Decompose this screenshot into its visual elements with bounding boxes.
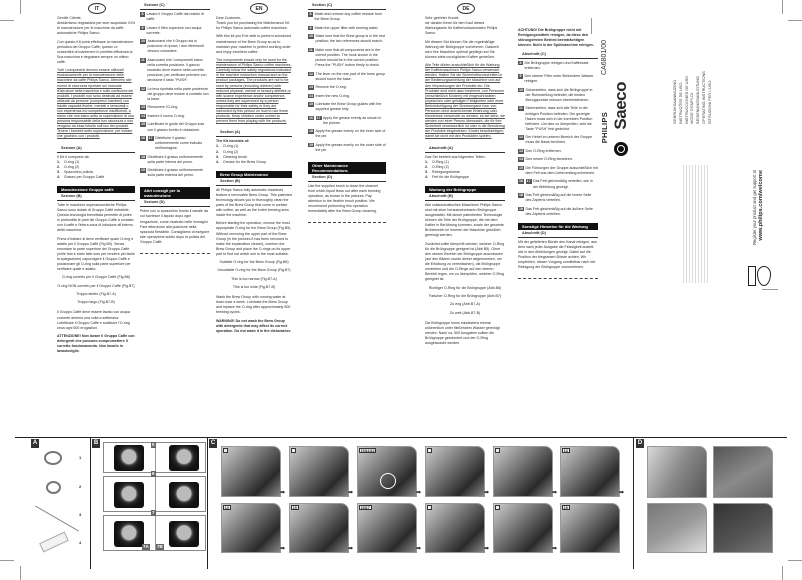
figure-section-label: A	[32, 440, 38, 446]
fold-mark	[762, 289, 778, 290]
step-text: Wash the upper filter with running water.	[314, 25, 379, 30]
step-item	[308, 143, 386, 153]
step-item	[140, 114, 210, 119]
manual-title: GEBRUIKSAANWIJZING	[672, 79, 677, 124]
step-photo	[493, 446, 553, 497]
next-arrow-icon: ➡	[552, 546, 558, 552]
figure-section-label: C	[210, 440, 216, 446]
step-text: Die Brühgruppe reinigen und Kaffeesatz entfernen.	[524, 60, 589, 70]
manual-title: INSTRUCCIONES DE USO	[683, 75, 689, 124]
warning-text: WARNING! Do not wash the Brew Group with detergents that may affect its correct operation. Do not wash it in the dishwasher.	[216, 318, 292, 333]
section-b-text: All Philips Saeco fully automatic machines feature a removable Brew Group. This patented technology allows you to thoroughly clean the parts of the Brew Group that come in contact with coffee, as well as the entire brewing area inside the machine.	[216, 187, 292, 218]
step-text: Die Führungen der Gruppe ausschließlich mit dem Fett aus dem Lieferumfang schmieren.	[525, 165, 598, 175]
list-number: 3.	[216, 154, 219, 159]
figure-caption: O-ring corretto per il Gruppo Caffè (Fig.B6)	[61, 275, 131, 280]
model-number: CA6801/00	[601, 40, 608, 76]
photo-step-tag: 19	[563, 506, 568, 510]
step-item	[140, 105, 210, 110]
legal-fine-print	[683, 165, 709, 283]
section-d-text: Mit der gelieferten Bürste den Kanal reinigen, aus dem nach jeder Ausgabe die Flüssigkeit austritt, wie in den Abbildungen gezeigt. Dabei auf die Position der biegsamen Bürste achten. Wir empfehlen, diesen Vorgang unmittelbar nach der Reinigung der Brühgruppe vorzunehmen.	[518, 239, 597, 270]
step-number: 19	[519, 206, 523, 211]
step-item	[518, 106, 598, 131]
figure-caption: Troppo largo (Fig.B7-B)	[77, 300, 115, 305]
step-item	[308, 72, 386, 82]
step-item	[140, 155, 210, 165]
other-maintenance-heading-bar: Altri consigli per la manutenzione	[140, 187, 210, 199]
crop-mark	[0, 20, 14, 21]
section-d-heading: Abschnitt (D)	[518, 231, 598, 238]
step-text: Apply the grease evenly on the inner side of the pin.	[315, 129, 386, 139]
list-number: 2.	[425, 164, 428, 169]
step-text: Das Fett gleichmäßig verteilen, wie in der Abbildung gezeigt.	[533, 179, 593, 189]
saeco-wordmark: Saeco	[611, 82, 630, 130]
kit-intro-text: With this kit you'll be able to perform scheduled maintenance of the Brew Group so as to maintain your machine in perfect working order and enjoy excellent coffee.	[216, 34, 291, 54]
kit-part-number: 4	[79, 540, 82, 545]
step-text: Distribuire il grasso uniformemente come indicato nell'immagine.	[155, 136, 203, 151]
intro-text: desideriamo ringraziarla per aver acquistato il Kit di manutenzione per le macchine da caffè automatiche Philips Saeco.	[57, 21, 135, 36]
step-number: 12	[309, 71, 313, 76]
step-text: Distribuire il grasso uniformemente sulla parte esterna del perno.	[147, 168, 204, 178]
step-text: Das Fett gleichmäßig auf die äußere Seite des Zapfens verteilen.	[525, 206, 593, 216]
step-item	[308, 12, 386, 22]
step-text: Rimuovere l'O-ring.	[147, 105, 179, 110]
other-maintenance-heading-bar: Other Maintenance Recommendations	[308, 162, 386, 174]
figure-column-divider	[207, 437, 208, 569]
step-number: 10	[519, 87, 523, 92]
step-text: La leva riportata nella parte posteriore del gruppo deve essere a contatto con la base.	[147, 86, 209, 101]
list-number: 2.	[57, 164, 60, 169]
step-text: The lever on the rear part of the brew group should touch the base.	[315, 71, 386, 81]
step-photo	[289, 503, 349, 553]
next-arrow-icon: ➡	[619, 490, 625, 496]
step-number: 10	[309, 34, 313, 39]
list-text: Grasso per Gruppo Caffè	[64, 175, 105, 179]
step-text: Assicurarsi che il Gruppo sia in posizione di riposo; i due riferimenti devono coincidere.	[147, 39, 204, 54]
step-text: Lubrificare le guide del Gruppo solo con il grasso fornito in dotazione.	[147, 122, 205, 132]
step-photo	[221, 503, 281, 553]
step-number: 13	[309, 85, 313, 90]
kit-title: Das Set besteht aus folgenden Teilen:	[425, 154, 486, 159]
step-number: 16	[309, 115, 313, 120]
step-number: 9	[141, 25, 144, 30]
list-number: 4.	[216, 159, 219, 164]
step-item	[308, 116, 386, 126]
kit-item	[425, 175, 505, 180]
step-text: Inserire il nuovo O-ring.	[147, 113, 185, 118]
grease-tube-image	[39, 532, 69, 553]
figure-b-split	[155, 442, 156, 551]
step-item	[140, 168, 210, 178]
figure-caption: Troppo stretto (Fig.B7-A)	[76, 292, 116, 297]
channel-cleaning-photo	[647, 446, 707, 498]
section-b-text: Alle vollautomatischen Maschinen Philips Saeco sind mit einer herausnehmbaren Brühgruppe ausgestattet. Mit dieser patentierten Technologie können die Teile der Brühgruppe, die mit dem Kaffee in Berührung kommen, sowie der gesamte Brühbereich im Inneren der Maschine gründlich gereinigt werden.	[425, 202, 504, 238]
figure-caption: This is too wide (Fig.B7-B)	[232, 285, 276, 290]
kit-part-number: 1	[79, 455, 82, 460]
figure-b-label: 6	[152, 471, 155, 476]
shield-label-box	[748, 266, 756, 286]
list-number: 4.	[57, 175, 60, 179]
philips-wordmark: PHILIPS	[600, 112, 609, 144]
other-maintenance-heading-bar: Sonstige Hinweise für die Wartung	[518, 223, 598, 230]
step-text: Wash and remove any coffee residue from the Brew Group.	[314, 12, 383, 22]
step-text: Sicherstellen, dass sich die Brühgruppe in der Ruhestellung befindet; die beiden Bezugspunkte müssen übereinstimmen.	[525, 87, 593, 102]
step-number: 19	[309, 142, 313, 147]
step-number: 9	[309, 25, 312, 30]
saeco-logo	[612, 82, 632, 156]
list-text: O-ring (1)	[223, 144, 239, 149]
step-text: Make sure that the Brew group is in the rest position; the two references should match.	[315, 34, 386, 44]
language-badge-en: EN	[250, 3, 268, 14]
photo-step-tag: 16|17	[360, 506, 370, 510]
register-url[interactable]: www.philips.com/welcome	[758, 170, 764, 241]
list-text: Grease for the Brew Group	[223, 159, 267, 164]
crop-mark	[782, 0, 783, 14]
maintenance-heading-bar: Wartung der Brühgruppe	[425, 186, 505, 193]
list-text: O-ring (2)	[223, 149, 239, 154]
step-item	[518, 74, 598, 84]
step-item	[518, 149, 598, 154]
step-item	[308, 48, 386, 68]
step-item	[140, 12, 210, 22]
step-number: 8	[309, 12, 312, 17]
step-number: 14	[309, 93, 313, 98]
step-photo	[221, 446, 281, 497]
crop-mark	[20, 0, 21, 14]
en-column-2	[308, 3, 386, 223]
step-item	[140, 136, 210, 151]
section-b-heading: Abschnitt (B)	[425, 194, 505, 201]
step-number: 17	[148, 136, 153, 140]
step-number: 15	[309, 102, 313, 107]
step-item	[518, 157, 598, 162]
photo-step-tag	[427, 448, 432, 453]
step-number: 11	[309, 47, 313, 52]
step-item	[308, 94, 386, 99]
step-text: Lubricate the Brew Group guides with the supplied grease only.	[315, 102, 382, 112]
photo-step-tag: 10|11|12	[360, 449, 375, 453]
manual-titles	[672, 64, 712, 124]
photo-step-tag	[427, 505, 432, 510]
figure-caption: Unsuitable O-ring for the Brew Group (Fig.B7)	[217, 268, 291, 273]
list-text: O-Ring (2)	[432, 164, 449, 169]
step-item	[140, 87, 210, 102]
saeco-swirl-icon	[614, 142, 628, 156]
step-number: 18	[519, 193, 523, 198]
maintenance-heading-bar: Brew Group Maintenance	[216, 171, 292, 178]
language-badge-it: IT	[88, 3, 106, 14]
manual-title: OPERATING INSTRUCTIONS	[700, 71, 706, 124]
language-badge-de: DE	[457, 3, 475, 14]
step-text: Make sure that all components are in the correct position. The hook shown in the picture should be in the correct position. Press the "PUSH" button firmly to check.	[315, 47, 381, 68]
section-b-heading: Sezione (B)	[57, 194, 135, 201]
figure-caption: This is too narrow (Fig.B7-A)	[231, 276, 277, 281]
manual-title: INSTRUÇÕES DE USO	[677, 82, 683, 124]
crop-mark	[782, 566, 783, 580]
intro-text: wir danken Ihnen für den Kauf dieses Wartungssets für Kaffeevollautomaten Philips Saeco.	[425, 21, 498, 36]
photo-step-tag	[495, 448, 500, 453]
crop-mark	[20, 566, 21, 580]
figure-caption: Zu weit (Abb.B7-B)	[449, 310, 481, 315]
photo-step-tag: 13	[563, 449, 568, 453]
step-number: 13	[141, 105, 145, 110]
dashed-divider	[308, 222, 386, 223]
it-column-1	[57, 16, 135, 358]
section-c-heading: Abschnitt (C)	[518, 52, 598, 59]
step-item	[518, 207, 598, 217]
crop-mark	[788, 560, 802, 561]
section-a-heading: Section (A)	[216, 130, 292, 137]
step-text: Den oberen Filter unter fließendem Wasser reinigen.	[524, 74, 594, 84]
step-number: 16	[141, 136, 145, 140]
figure-caption: O-ring NON corretto per il Gruppo Caffè (Fig.B7)	[57, 283, 135, 288]
list-number: 3.	[425, 169, 428, 174]
section-a-heading: Abschnitt (A)	[425, 146, 505, 153]
manual-title: MODE D'EMPLOI	[689, 92, 695, 124]
section-b-text: Zunächst sollte überprüft werden, welcher O-Ring für die Brühgruppe geeignet ist (Abb.B5). Ohne den oberen Bereich der Brühgruppe auszubauen (auf den Bildern wurde dieser abgenommen, um die Erklärung zu vereinfachen), die Brühgruppe umdrehen und die O-Ringe auf den oberen Bereich legen, um zu überprüfen, welcher O-Ring geeignet ist.	[425, 241, 505, 282]
step-photo	[425, 503, 485, 553]
step-number: 14	[141, 113, 145, 118]
list-number: 1.	[425, 159, 428, 164]
step-number: 14	[519, 157, 523, 162]
photo-step-tag	[291, 448, 296, 453]
step-text: Sicherstellen, dass sich alle Teile in der richtigen Position befinden. Der gezeigte Haken muss sich in der korrekten Position befinden. Um dies zu überprüfen, wird die Taste "PUSH" fest gedrückt.	[525, 106, 593, 131]
step-text: Apply the grease evenly as shown in the picture.	[323, 115, 382, 125]
philips-shield-icon	[748, 265, 772, 287]
step-number: 8	[141, 12, 144, 17]
register-text: Register your product and get support at	[752, 170, 757, 245]
crop-mark	[0, 560, 14, 561]
kit-intro-text: Con questo Kit potrà effettuare la manutenzione periodica del Gruppo Caffè; questo Le consentirà di mantenere in perfetta efficienza la Sua macchina e degustare sempre un ottimo caffè.	[57, 39, 134, 64]
step-number: 17	[316, 115, 321, 120]
figure-caption: Falscher O-Ring für die Brühgruppe (Abb.B7)	[428, 293, 502, 298]
it-column-2	[140, 3, 210, 254]
manual-title: ISTRUZIONI PER L'USO	[706, 80, 712, 124]
step-number: 18	[141, 154, 145, 159]
figure-b-label: 7B	[157, 544, 163, 549]
figure-caption: Zu eng (Abb.B7-A)	[450, 302, 480, 307]
step-item	[518, 61, 598, 71]
list-text: Cleaning brush	[223, 154, 248, 159]
list-text: O-Ring (1)	[432, 159, 449, 164]
next-arrow-icon: ➡	[484, 490, 490, 496]
warning-text: ACHTUNG! Die Brühgruppe nicht mit Reinigungsmitteln reinigen, da diese den störungsfreien Betrieb beeinträchtigen können. Nicht in der Spülmaschine reinigen.	[518, 28, 594, 48]
step-item	[518, 193, 598, 203]
kit-intro-text: Mit diesem Set können Sie die regelmäßige Wartung der Brühgruppe vornehmen. Dadurch wird Ihre Maschine optimal gepflegt und Sie können stets vorzüglichen Kaffee genießen.	[425, 39, 499, 59]
step-photo	[289, 446, 349, 497]
section-a-heading: Sezione (A)	[57, 146, 135, 153]
step-item	[308, 102, 386, 112]
list-text: Spazzolino pulizia	[64, 169, 93, 174]
step-text: Der Hebel im unteren Bereich der Gruppe muss die Basis berühren.	[525, 135, 593, 145]
next-arrow-icon: ➡	[416, 546, 422, 552]
kit-item	[57, 175, 135, 180]
figure-column-divider	[633, 437, 634, 569]
de-column-2	[518, 28, 598, 279]
section-d-heading: Section (D)	[308, 175, 386, 182]
safety-notice: Alle Teile dürfen ausschließlich für die Wartung der Kaffeemaschinen Philips Saeco verwendet werden. Halten Sie die Sicherheitsvorschriften in der Bedienungsanleitung der Maschine und auf den Verpackungen der Produkte ein. Die Produkte sind nicht dazu bestimmt, von Personen (einschließlich Kindern) mit eingeschränkten physischen oder geistigen Fähigkeiten oder einer Beeinträchtigung der Sinnesorgane bzw. von Personen ohne ausreichende Erfahrung oder Kenntnisse verwendet zu werden, es sei denn, sie werden von einer Person überwacht, die für ihre Sicherheit verantwortlich ist oder in die Benutzung der Produkte eingewiesen. Kinder beaufsichtigen, damit sie nicht mit den Produkten spielen.	[425, 63, 505, 139]
figure-b-label: 7A	[143, 544, 149, 549]
section-d-text: Pulire con lo spazzolino fornito il canale da cui fuoriesce il liquido dopo ogni erogazione, come mostrato nelle immagini. Fare attenzione alla posizione della spazzola flessibile. Consigliamo di eseguire tale operazione subito dopo la pulizia del Gruppo Caffè.	[140, 209, 210, 244]
next-arrow-icon: ➡	[484, 546, 490, 552]
section-c-heading: Section (C)	[308, 3, 386, 10]
step-photo	[425, 446, 485, 497]
safety-notice: Tutti i componenti devono essere utilizzati esclusivamente per la manutenzione delle macchine da caffè Philips Saeco. Attenersi alle norme di sicurezza riportate sul manuale d'istruzioni della macchina e sulle confezioni dei prodotti. I prodotti non sono destinati ad essere utilizzati da persone (compresi i bambini) con ridotte capacità fisiche, mentali o sensoriali o con esperienza e/o competenze insufficienti, a meno che non siano sotto la supervisione di una persona responsabile della loro sicurezza o non vengano da essa istruite sull'uso dei prodotti. Tenere i bambini sotto supervisione, per evitare che giochino con i prodotti.	[57, 68, 134, 139]
section-b-text: Before starting the operation, choose the most appropriate O-ring for the Brew Group (Fig.B5). Without removing the upper part of the Brew Group (in the pictures it has been removed to make the explanation clearer), overturn the Brew Group and place the O-rings on its upper part to find out which one is the most suitable.	[216, 221, 292, 256]
greeting: Sehr geehrter Kunde,	[425, 16, 460, 20]
channel-cleaning-photo	[713, 503, 773, 553]
next-arrow-icon: ➡	[280, 546, 286, 552]
list-number: 1.	[216, 144, 219, 149]
greeting: Gentile Cliente,	[57, 16, 82, 20]
step-photo	[357, 446, 417, 497]
figure-column-divider	[90, 437, 91, 569]
dashed-divider	[518, 278, 598, 279]
step-item	[308, 26, 386, 31]
maintenance-heading-bar: Manutenzione Gruppo caffè	[57, 186, 135, 193]
channel-cleaning-photo	[647, 503, 707, 553]
section-c-heading: Sezione (C)	[140, 3, 210, 10]
shield-outline	[757, 266, 771, 286]
list-number: 3.	[57, 169, 60, 174]
step-text: Den O-Ring entfernen.	[525, 148, 562, 153]
figures-divider	[15, 437, 787, 438]
weekly-wash-text: Wash the Brew Group with running water at least once a week. Lubricate the Brew Group and replace the O-ring after approximately 500 brewing cycles.	[216, 295, 291, 315]
step-number: 15	[519, 165, 523, 170]
section-b-heading: Section (B)	[216, 179, 292, 186]
list-text: O-ring (2)	[64, 164, 80, 169]
step-photo	[357, 503, 417, 553]
step-item	[518, 179, 598, 189]
step-number: 18	[309, 129, 313, 134]
step-item	[308, 85, 386, 90]
step-item	[518, 166, 598, 176]
list-number: 2.	[216, 149, 219, 154]
kit-part-number: 2	[79, 484, 82, 489]
step-text: Den neuen O-Ring einsetzen.	[525, 157, 573, 162]
step-text: Remove the O-ring.	[315, 85, 347, 90]
cleaning-brush-image	[35, 506, 82, 532]
list-number: 4.	[425, 175, 428, 179]
figure-section-label: D	[637, 440, 643, 446]
intro-text: Thank you for purchasing the Maintenance Kit for Philips Saeco automatic coffee machines.	[216, 21, 290, 31]
step-text: Distribuire il grasso uniformemente sulla parte interna del perno.	[147, 154, 204, 164]
warning-text: ATTENZIONE! Non lavare il Gruppo Caffè con detergenti che possono compromettere il corretto funzionamento. Non lavarlo in lavastoviglie.	[57, 333, 135, 354]
figure-b-label: 7	[152, 510, 155, 515]
dashed-divider	[140, 253, 210, 254]
step-number: 15	[141, 122, 145, 127]
list-number: 1.	[57, 159, 60, 164]
figure-b-label: 5	[152, 442, 155, 447]
step-item	[140, 39, 210, 54]
kit-item	[216, 160, 292, 165]
o-ring-2-image	[46, 481, 61, 494]
kit-title: Il Kit è composto da:	[57, 154, 90, 159]
step-text: Assicurarsi che i componenti siano nella corretta posizione. Il gancio mostrato deve essere nella corretta posizione; per verificare premere con decisione il tasto "PUSH".	[147, 57, 207, 83]
photo-step-tag: 15	[292, 506, 297, 510]
step-number: 12	[519, 135, 523, 140]
manual-title: BEDIENUNGSANLEITUNG	[695, 76, 701, 124]
list-text: Fett für die Brühgruppe	[432, 175, 469, 179]
kit-title: The Kit consists of:	[216, 139, 250, 144]
step-number: 10	[141, 39, 145, 44]
step-item	[308, 34, 386, 44]
section-b-text: Prima d'iniziare si deve verificare quale O-ring è adatto per il Gruppo Caffè (Fig.B5). Senza smontare la parte superiore del Gruppo Caffè (nelle foto è stato fatto solo per rendere più facile la spiegazione) capovolgere il Gruppo Caffè e posizionare gli O-ring sulla parte superiore per verificare quale è adatto.	[57, 236, 135, 272]
step-item	[140, 58, 210, 83]
step-item	[140, 26, 210, 36]
next-arrow-icon: ➡	[348, 546, 354, 552]
step-text: Apply the grease evenly on the outer side of the pin.	[315, 142, 386, 152]
greeting: Dear Customer,	[216, 16, 242, 20]
step-photo	[560, 446, 620, 497]
step-number: 8	[519, 60, 522, 65]
figure-section-label: B	[93, 440, 99, 446]
step-item	[518, 135, 598, 145]
o-ring-1-image	[44, 451, 62, 465]
en-column-1	[216, 16, 292, 337]
step-number: 13	[519, 148, 523, 153]
step-number: 17	[526, 179, 531, 184]
list-text: Reinigungsbürste	[432, 169, 460, 174]
section-d-heading: Sezione (D)	[140, 200, 210, 207]
step-number: 9	[519, 74, 522, 79]
step-text: Das Fett gleichmäßig auf die innere Seite des Zapfens verteilen.	[525, 193, 592, 203]
safety-notice: The components should only be used for the maintenance of Philips Saeco coffee machines. Carefully follow the safety regulations indicated in the machine instruction manual and on the product packages. The products are not to be used by persons (including children) with reduced physical, mental or sensory abilities or with scarce experience and/or competence, unless they are supervised by a person responsible for their safety or they are instructed by this person on how to use these products. Keep children under control to prevent them from playing with the products.	[216, 58, 292, 124]
weekly-wash-text: Die Brühgruppe muss mindestens einmal wöchentlich unter fließendem Wasser gereinigt werden. Nach ca. 500 Ausgaben sollten die Brühgruppe geschmiert und der O-Ring ausgetauscht werden.	[425, 320, 500, 345]
crop-mark	[788, 20, 802, 21]
highlight-circle	[380, 473, 396, 489]
step-text: Lavare il filtro superiore con acqua corrente.	[146, 25, 202, 35]
step-item	[140, 122, 210, 132]
list-text: O-ring (1)	[64, 159, 80, 164]
photo-step-tag	[495, 505, 500, 510]
section-b-text: Tutte le macchine superautomatiche Philips Saeco sono dotate di Gruppo Caffè estraibile. Questa tecnologia brevettata permette di pulire in profondità le parti del Gruppo Caffè a contatto con il caffè e l'intera zona di infusione all'interno della macchina.	[57, 202, 134, 233]
next-arrow-icon: ➡	[280, 490, 286, 496]
step-photo	[560, 503, 620, 553]
step-number: 12	[141, 86, 145, 91]
channel-cleaning-photo	[713, 446, 773, 498]
photo-step-tag: 14	[224, 506, 229, 510]
next-arrow-icon: ➡	[348, 490, 354, 496]
next-arrow-icon: ➡	[552, 490, 558, 496]
kit-part-number: 3	[79, 512, 82, 517]
step-number: 11	[519, 106, 523, 111]
step-item	[518, 88, 598, 103]
next-arrow-icon: ➡	[416, 490, 422, 496]
step-text: Lavare il Gruppo Caffè dai residui di caffè.	[146, 12, 204, 22]
figure-caption: Suitable O-ring for the Brew Group (Fig.B6)	[219, 260, 289, 265]
weekly-wash-text: Il Gruppo Caffè deve essere lavato con acqua corrente almeno una volta a settimana. Lubrificare il Gruppo Caffè e sostituire l'O-ring circa ogni 500 erogazioni.	[57, 310, 131, 330]
step-item	[308, 129, 386, 139]
step-number: 19	[141, 168, 145, 173]
section-d-text: Use the supplied brush to clean the channel from which liquid flows out after each brewing operation, as shown in the pictures. Pay attention to the flexible brush position. We recommend performing this operation immediately after the Brew Group cleaning.	[308, 183, 381, 214]
figure-caption: Richtiger O-Ring für die Brühgruppe (Abb.B6)	[428, 285, 502, 290]
de-column-1	[425, 16, 505, 349]
step-text: Insert the new O-ring.	[315, 93, 351, 98]
step-number: 16	[519, 179, 523, 184]
step-photo	[493, 503, 553, 553]
photo-step-tag	[223, 448, 228, 453]
step-number: 11	[141, 57, 145, 62]
